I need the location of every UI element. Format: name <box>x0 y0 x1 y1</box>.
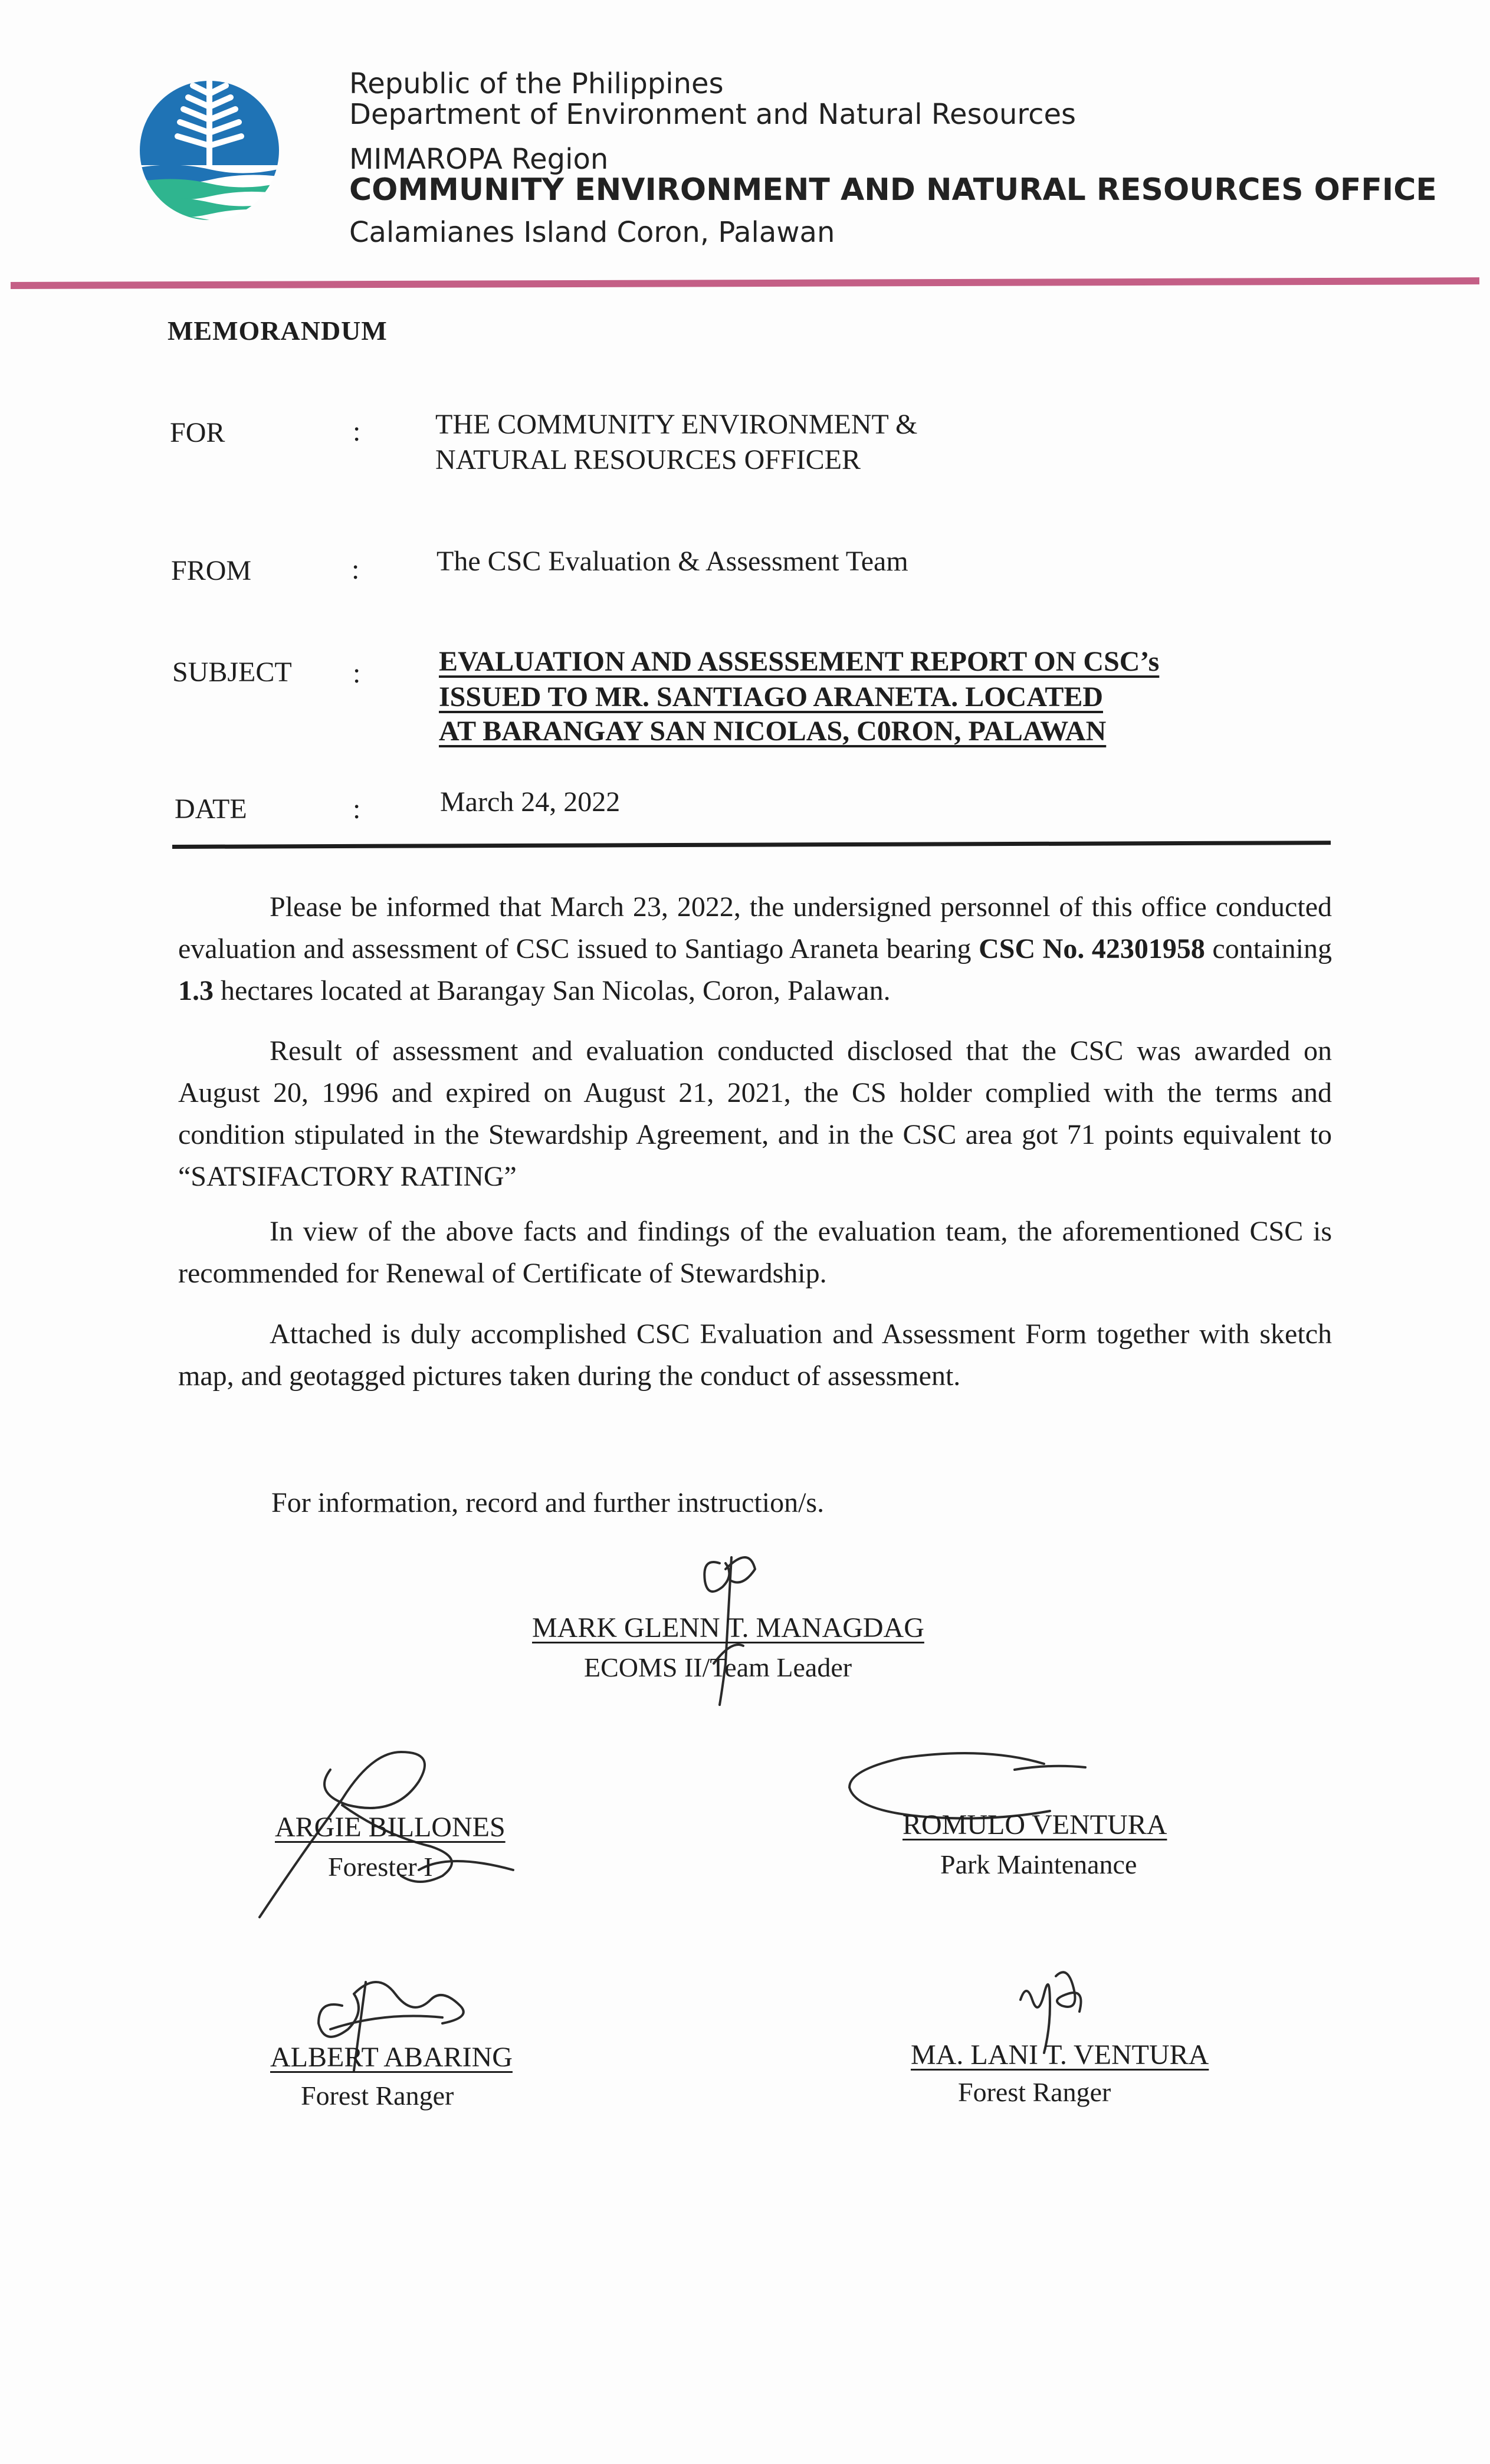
closing-line: For information, record and further instruction/s. <box>271 1487 825 1518</box>
for-line-2: NATURAL RESOURCES OFFICER <box>435 444 861 475</box>
memo-divider <box>172 841 1331 849</box>
signatory-3-title: Park Maintenance <box>940 1849 1137 1879</box>
paragraph-2: Result of assessment and evaluation conducted disclosed that the CSC was awarded on August 20, 1996 and expired on August 21, 2021, the CS holder complied with the terms and condition stipulated in the Stewardship Agreement, and in the CSC area got 71 points equivalent to “SATSIFACTORY RATING” <box>178 1035 1332 1192</box>
p1-text-3: hectares located at Barangay San Nicolas, Coron, Palawan. <box>214 975 891 1006</box>
date-label: DATE <box>175 793 247 825</box>
header-office-rest: ENVIRONMENT AND NATURAL RESOURCES OFFICE <box>575 172 1437 208</box>
signatory-4-name: ALBERT ABARING <box>270 2042 513 2073</box>
p1-csc-number: CSC No. 42301958 <box>979 933 1205 964</box>
p1-text-2: containing <box>1205 933 1333 964</box>
from-colon: : <box>352 554 360 585</box>
for-line-1: THE COMMUNITY ENVIRONMENT & <box>435 409 918 440</box>
signatory-5-name: MA. LANI T. VENTURA <box>911 2039 1209 2071</box>
from-value: The CSC Evaluation & Assessment Team <box>437 546 908 577</box>
signatory-3-name: ROMULO VENTURA <box>902 1809 1167 1840</box>
date-value: March 24, 2022 <box>440 786 621 818</box>
signatory-1-name: MARK GLENN T. MANAGDAG <box>532 1612 924 1643</box>
date-colon: : <box>353 793 361 825</box>
subject-line-2: ISSUED TO MR. SANTIAGO ARANETA. LOCATED <box>439 681 1104 713</box>
signatory-2-title: Forester I <box>328 1852 433 1882</box>
from-label: FROM <box>171 555 252 586</box>
for-label: FOR <box>170 417 225 448</box>
memo-title: MEMORANDUM <box>168 316 388 346</box>
p1-text-1: Please be informed that March 23, 2022, the undersigned personnel of this office conducted evaluation and assessment of CSC issued to Santiago Araneta bearing <box>178 891 1332 964</box>
subject-label: SUBJECT <box>172 657 292 688</box>
signatory-2-name: ARGIE BILLONES <box>275 1812 506 1843</box>
subject-colon: : <box>353 658 361 689</box>
subject-line-3: AT BARANGAY SAN NICOLAS, C0RON, PALAWAN <box>439 716 1107 747</box>
signatory-5-title: Forest Ranger <box>958 2077 1111 2107</box>
paragraph-4: Attached is duly accomplished CSC Evaluation and Assessment Form together with sketch map, and geotagged pictures taken during the conduct of assessment. <box>178 1318 1332 1392</box>
p1-area: 1.3 <box>178 975 214 1006</box>
paragraph-3: In view of the above facts and findings of the evaluation team, the aforementioned CSC is recommended for Renewal of Certificate of Stewardship. <box>178 1216 1332 1289</box>
for-colon: : <box>353 416 361 447</box>
signatory-1-title: ECOMS II/Team Leader <box>584 1652 852 1682</box>
header-line-region: MIMAROPA Region <box>349 143 609 176</box>
header-line-department: Department of Environment and Natural Resources <box>349 98 1076 131</box>
subject-line-1: EVALUATION AND ASSESSEMENT REPORT ON CSC’s <box>439 646 1160 677</box>
paragraph-1 <box>178 886 1332 1012</box>
header-divider <box>11 277 1479 289</box>
header-office-prefix: COMMUNITY <box>349 172 565 208</box>
header-office-name <box>349 172 1437 208</box>
signatory-4-title: Forest Ranger <box>301 2081 454 2111</box>
denr-logo <box>139 56 280 245</box>
for-value <box>435 407 917 478</box>
header-line-republic: Republic of the Philippines <box>349 67 724 100</box>
header-address: Calamianes Island Coron, Palawan <box>349 216 835 249</box>
